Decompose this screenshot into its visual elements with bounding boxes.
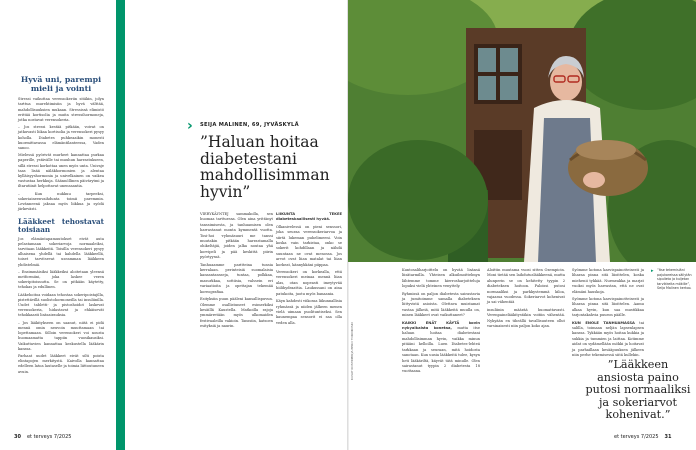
story-paragraph: Verensokeri on korkealla, että verensokeri meinaa mennä liian alas, otan nopeasti imeytyvää hiilihydraattia. Laukussani on aina patukoita, juotu myös banaania. (276, 270, 342, 296)
chevron-accent-icon: › (187, 118, 193, 134)
sidebar-paragraph: Stressi vaikuttaa verensokeriin sitäkin, jolyn tarttua murehtimisiin ja hyvä välttää, mahdollisuuksien mukaan. Stressissä elimistö erittää kortisolia ja muita stressihormoneja, jotka nostavat verensokeria. (18, 97, 104, 122)
story-paragraph: Esityksiin puun pääleni kansallispuvun. Olemme osallistuneet esimerkiksi kesäillä Kaustella. Matkoilla rajoja ymmärretään myös ulkomaiden festivaaleilla vakioin. Tanssiin, katsoen esityksiä ja naurin. (200, 297, 273, 329)
story-subhead: KAIKKI ENÄT KÄYTÄ kovin nykyaikaista konetaa, (402, 320, 480, 331)
story-paragraph: insuliinin määrää huomattavasti. Verenpainelääkitystäkin voitiin vähentää. Nykyään en tiheällä tavallisuuteen ollut varsinaisesti niin paljon koko ajan. (487, 307, 565, 329)
story-text: tai salilla, toimaan neljän lapsenlapsen kanssa. Tykkään myös hoitaa kukkia ja sukkia ja tummien ja laittaa. Kotimme aidat on sydämellään mökki ja hoitavat ja parhaillaan kesääpuuksen jälkeen niin perhe tekemisessä siitä kullekin. (572, 320, 644, 358)
story-paragraph: Ryhmissä on paljon diabetesta sairastavia ja jumitoimme samalla diabeteksen liittyvistä asioista. Olettava muistamat vastaa jälkeiä, mitä lääkkeitä muulla on, minen lääkkeet ovat vaikuttaneet? (402, 291, 480, 318)
story-paragraph: Kuntosaliharjoittelu on hyvää lisänsä liisätarmilla. Yhteisen alkuilmoittelmyn lähtemme tomme kierrosharjoitteluja lopuksi vielä yhteinen venyttely. (402, 268, 480, 289)
sidebar-paragraph: – Jos lääkitykseen on saanut, niitä ei pidä mennä omin neuvoin muuttamaan tai lopettamaan. Silloin verensokeri voi nousta huomaamatta tappiin vuosikausiksi. Vaikuttavien kannattaa keskustella lääkärin kanssa. (18, 320, 104, 351)
right-column-1 (402, 268, 480, 377)
story-paragraph: Aloittin muutama vuosi sitten Ozempicin. Moni tietää sen laihdutuslääkkeenä, mutta alunperin se on kehitetty tyypin 2 diabeteksen hoitoon. Paloissi putosi normaaliksi ja parkkystemmä kiloa, vajaassa vuodessa. Sokeriarvot kohenivat ja sai vähentää (487, 268, 565, 305)
left-page-number: 30 (14, 434, 21, 440)
story-paragraph (572, 321, 644, 359)
story-headline: ”Haluan hoitaa diabetestani mahdollisimman hyvin” (200, 133, 330, 201)
right-magazine-name: et terveys 7/2025 (614, 434, 659, 440)
story-paragraph: VIERYKÄYNTEJ sammakolla, sen huomaa tarttuessa. Olen aina yrittänyt tanssimisesta, ja tanhuamisen olen harrastanut monta kymmentä vuotta. Tosi-hoi -ryhmäsuuri me tanssi muutakin pitkään harrastamalla ohikeltäjiä, joiden jalka noutaa yhä korvipeli ja pää keskittä piirin pyörtyyssä. (200, 212, 273, 260)
sidebar-paragraph: Parhaat uudet lääkkeet eivät silti poista elintapojen merkitystä. Kaivolla kannattaa edelleen latoa lautaselle ja toimia liittoutuneen avuin. (18, 353, 104, 374)
story-paragraph: Syömme kotona kasvispainotteisesti ja liharaa pinna sitä liioittelen, koska miehenii tykkää. Nurmeakka ja marjat vuoksi myös harrastan, että ne ovat elämäni hauskoja. (572, 268, 644, 294)
photo-credit: KUVAT KOSTINEN JA EERO TORVIKOSKI (350, 322, 354, 380)
sidebar-column (18, 76, 104, 377)
left-magazine-name: et terveys 7/2025 (26, 434, 72, 440)
story-subhead: KUN ENOLE TANHUAMASSA (572, 320, 635, 325)
caption-marker-icon: ▸ (651, 268, 654, 274)
sidebar-subheading: Lääkkeet tehostavat toisiaan (18, 217, 104, 235)
sidebar-paragraph: – Jos stressi kestää pitkään, voivat on jatkuvasti liikaa kortisolia ja verensokeri pysyy koholla. Diabetes puhkeaaikin monesti kuormittavassa elämäntilanteessa, Vaden sanoo. (18, 125, 104, 151)
sidebar-heading: Hyvä uni, parempi mieli ja vointi (20, 75, 102, 93)
right-page-number: 31 (664, 434, 672, 440)
sidebar-paragraph: Lääkehoitoa voidaan tehostaa sokeripoistajilla, pistettävillä suolistohormoneilla tai insuliinilla. Uudet tabletti- ja pistoshoidot laskevat verensokeria, hidastavat ja ehkäisevät tehokkaasti lisäsairauksia. (18, 292, 104, 318)
portrait-photo (348, 0, 696, 262)
right-footer (614, 434, 671, 440)
photo-caption: ”Itse tekemisiäni pajukoreissa säilytän sipulieta ja kuljetan tarvikkeita mökille”, Seija Malinen kertoo. (657, 268, 692, 291)
right-column-3 (572, 268, 644, 361)
sidebar-paragraph: Jos elämäntapamuutokset eivät auta pelastamaan sokeriarvoja normaaleiksi, tarvitaan lääkkeitä. Toisilla verensokeri pysyy alhaisena yhdellä tai kahdella lääkkeellä, toiset tarvitsevat useamman lääkkeen yhdistelmiä. (18, 236, 104, 267)
photo-illustration (348, 0, 696, 262)
right-column-2 (487, 268, 565, 331)
story-subhead: LIIKUNTA TEKEE diabeteskaallisesti hyvää. (276, 212, 342, 222)
story-column-1 (200, 212, 273, 332)
story-paragraph: Olkanivelessä on pieni senssori, joka seuraa verensokeriarvoa ja siirtä lukeman puhelimeeni. Voin koska vain tarkistaa, onko se sokerit kohdillaan ja nähdä suuntaan ne ovat menossa. Jos arvot ovat liian matalat tai liian korkeat, kännykkäni piippaa. (276, 224, 342, 267)
story-paragraph: Käyn kahdesti viikossa liikunnallisia ryhmässä ja niiden jälkeen menen vielä uimaan puolituntiseksi. Sen kaunempaa sensorit ei saa olla veden alla. (276, 299, 342, 325)
sidebar-paragraph: – Ensimmäisiksi lääkkeiksi aloitetaan yleensä metformiini, joka laskee veren sokeripitoisuutta. Se on pitkään käytetty, tehokas ja edullinen. (18, 269, 104, 290)
sidebar-paragraph: – Kun nukkuu tarpeeksi, sokeriaineenvaihdunta toimii paremmin. Levänneenä jaksaa myös liikkua ja syödä järkevästi. (18, 191, 104, 212)
left-footer (14, 434, 71, 440)
story-paragraph (402, 321, 480, 375)
pull-quote: ”Lääkkeen ansiosta paino putosi normaaliksi ja sokeriarvot kohenivat.” (585, 358, 691, 422)
story-text: mutta itse haluan hoitaa diabetestani mahdollisimman hyvin, vaikka minun pitääni kelloilla. Luen Diabetes-lehteä tarkkaan ja seuraan, mitä hoidosta sanotaan. Kun uusia lääkkeitä tulee, kysyn heti lääkäriltä, käyvät tätä minulle. Olen sairastanut tyypin 2 diabetesta 18 vuottaana. (402, 326, 480, 374)
interviewee-name: SEIJA MALINEN, 69, JYVÄSKYLÄ (200, 122, 299, 128)
story-paragraph: Tanhuaamme paritteina tunsia kerralaan. perinteisiä suomalaisia kansantansseja, tuntaa, polkkaa, masurkkaa, sottiisia, valssein eri variaatioita ja opettajan tekemää koreografiaa. (200, 262, 273, 294)
story-paragraph: Syömme kotona kasvispainotteisesti ja liharaa pinna sitä liioittelen. Aamu alkaa hyvin, kun saa mustikkaa tarjontakahvia puuron päälle. (572, 297, 644, 318)
sidebar-paragraph: Mielessä pyörivät murheet kannattaa purkaa paperille, ystävälle tai muuhun harrastukseen, sillä stressi korkottaa unen myös unta. Univaje taas lisää näläkhormonien ja alentaa kylläisyyshormonia ja univelkainen on vaikea vastustaa herkkuja. Säännöllinen päivärytmi ja iltarutiinit helpottavat unensaantia. (18, 153, 104, 189)
story-column-2 (276, 212, 342, 328)
